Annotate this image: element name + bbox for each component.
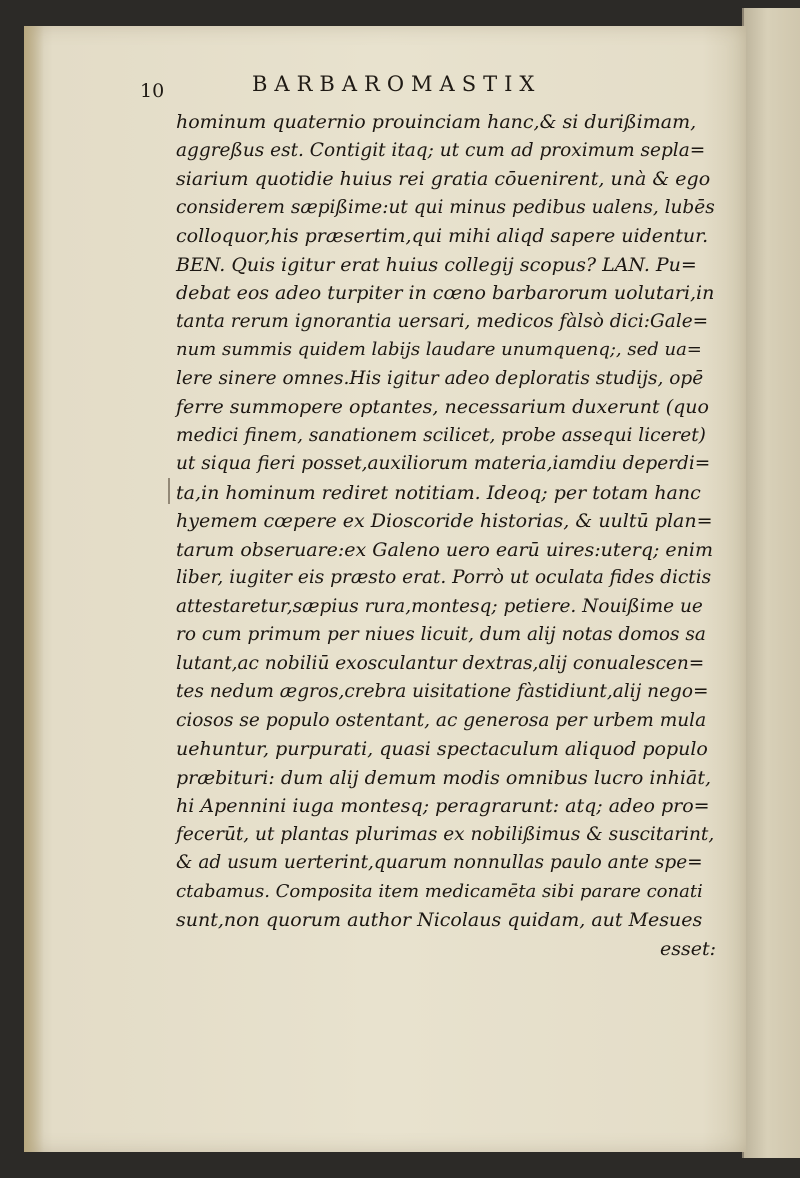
text-line: tes nedum ægros,crebra uisitatione fàstidiunt,alij nego= (176, 681, 709, 702)
text-line: lutant,ac nobiliū exosculantur dextras,alij conualescen= (176, 652, 705, 674)
text-line: hominum quaternio prouinciam hanc,& si durißimam, (176, 111, 697, 133)
text-line: sunt,non quorum author Nicolaus quidam, aut Mesues (176, 909, 703, 931)
text-line: BEN. Quis igitur erat huius collegij scopus? LAN. Pu= (176, 253, 697, 276)
text-line: tarum obseruare:ex Galeno uero earū uires:uterq; enim (176, 538, 713, 561)
text-line: debat eos adeo turpiter in cœno barbarorum uolutari,in (176, 282, 715, 304)
page-gutter-shadow (24, 26, 44, 1152)
text-line: medici finem, sanationem scilicet, probe assequi liceret) (176, 424, 706, 446)
text-line: fecerūt, ut plantas plurimas ex nobilißimus & suscitarint, (176, 823, 715, 845)
text-line: præbituri: dum alij demum modis omnibus lucro inhiāt, (176, 766, 711, 789)
body-text (176, 108, 716, 963)
text-line: ut siqua fieri posset,auxiliorum materia,iamdiu deperdi= (176, 453, 711, 474)
margin-mark (168, 478, 170, 504)
text-line: ctabamus. Composita item medicamēta sibi parare conati (176, 880, 703, 902)
text-line: colloquor,his præsertim,qui mihi aliqd sapere uidentur. (176, 225, 709, 247)
text-line: considerem sæpißime:ut qui minus pedibus ualens, lubēs (176, 196, 715, 218)
text-line: siarium quotidie huius rei gratia cōuenirent, unà & ego (176, 168, 711, 190)
text-line-last: esset: (659, 937, 716, 960)
text-line: ro cum primum per niues licuit, dum alij notas domos sa (176, 624, 706, 645)
text-line: ferre summopere optantes, necessarium duxerunt (quo (176, 396, 709, 418)
text-line: num summis quidem labijs laudare unumquenq;, sed ua= (176, 339, 702, 360)
text-line: tanta rerum ignorantia uersari, medicos fàlsò dici:Gale= (176, 310, 709, 332)
text-line: aggreßus est. Contigit itaq; ut cum ad proximum sepla= (176, 139, 706, 161)
text-line: hyemem cœpere ex Dioscoride historias, & uultū plan= (176, 510, 713, 532)
text-line: attestaretur,sæpius rura,montesq; petiere. Nouißime ue (176, 595, 703, 617)
text-line: ciosos se populo ostentant, ac generosa per urbem mula (176, 709, 707, 731)
page-number: 10 (140, 80, 165, 102)
text-line: & ad usum uerterint,quarum nonnullas paulo ante spe= (176, 852, 703, 873)
running-title: BARBAROMASTIX (252, 72, 542, 96)
text-line: ta,in hominum rediret notitiam. Ideoq; per totam hanc (176, 481, 701, 504)
text-line: liber, iugiter eis præsto erat. Porrò ut oculata fides dictis (176, 567, 712, 588)
text-line: uehuntur, purpurati, quasi spectaculum aliquod populo (176, 738, 708, 760)
adjacent-page-edge (742, 8, 800, 1158)
running-head (140, 70, 740, 110)
text-line: lere sinere omnes.His igitur adeo deploratis studijs, opē (176, 367, 704, 389)
text-line: hi Apennini iuga montesq; peragrarunt: atq; adeo pro= (176, 795, 710, 817)
